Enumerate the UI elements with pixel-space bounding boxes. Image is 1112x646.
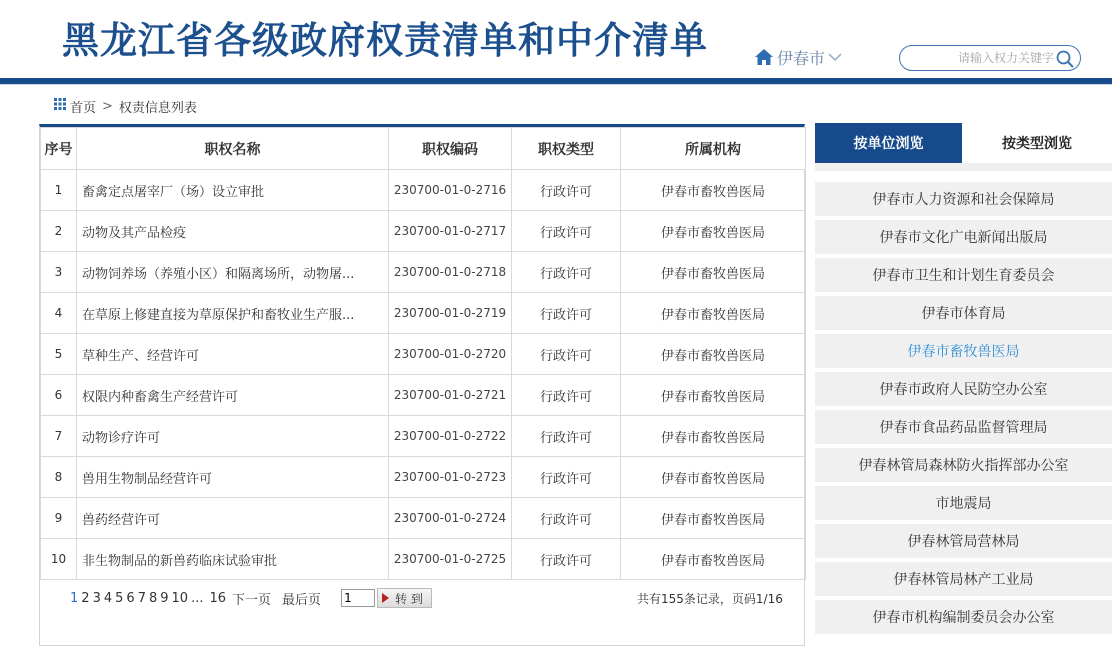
- power-type: 行政许可: [512, 293, 621, 334]
- play-arrow-icon: [382, 593, 389, 603]
- table-row[interactable]: [41, 416, 806, 457]
- search-input[interactable]: [914, 49, 1054, 67]
- header-divider-thin: [0, 84, 1112, 85]
- power-org: 伊春市畜牧兽医局: [621, 375, 806, 416]
- breadcrumb-home-link[interactable]: 首页: [70, 100, 97, 116]
- row-index: 2: [41, 211, 77, 252]
- power-code: 230700-01-0-2722: [389, 416, 512, 457]
- power-org: 伊春市畜牧兽医局: [621, 211, 806, 252]
- search-box: [899, 45, 1081, 71]
- power-org: 伊春市畜牧兽医局: [621, 252, 806, 293]
- unit-list-item[interactable]: 伊春市人力资源和社会保障局: [815, 182, 1112, 216]
- table-row[interactable]: [41, 457, 806, 498]
- table-row[interactable]: [41, 211, 806, 252]
- home-icon: [754, 48, 774, 66]
- power-org: 伊春市畜牧兽医局: [621, 334, 806, 375]
- power-type: 行政许可: [512, 539, 621, 580]
- unit-list-item[interactable]: 伊春市文化广电新闻出版局: [815, 220, 1112, 254]
- unit-list-item[interactable]: 伊春市食品药品监督管理局: [815, 410, 1112, 444]
- power-code: 230700-01-0-2723: [389, 457, 512, 498]
- power-type: 行政许可: [512, 170, 621, 211]
- row-index: 6: [41, 375, 77, 416]
- power-type: 行政许可: [512, 334, 621, 375]
- unit-list-item[interactable]: 伊春市卫生和计划生育委员会: [815, 258, 1112, 292]
- unit-list-item-partial[interactable]: [815, 163, 1112, 171]
- power-type: 行政许可: [512, 252, 621, 293]
- power-name[interactable]: 动物饲养场（养殖小区）和隔离场所，动物屠...: [77, 252, 389, 293]
- pagination-page-3[interactable]: 3: [92, 590, 101, 606]
- goto-page-button[interactable]: [377, 588, 432, 608]
- column-header-name: 职权名称: [77, 128, 389, 170]
- pagination-page-9[interactable]: 9: [160, 590, 169, 606]
- pagination-page-6[interactable]: 6: [126, 590, 135, 606]
- page-number-input[interactable]: [341, 589, 375, 607]
- table-row[interactable]: [41, 293, 806, 334]
- pagination-ellipsis: ...: [191, 590, 204, 606]
- power-type: 行政许可: [512, 375, 621, 416]
- row-index: 1: [41, 170, 77, 211]
- power-org: 伊春市畜牧兽医局: [621, 416, 806, 457]
- power-type: 行政许可: [512, 211, 621, 252]
- column-header-code: 职权编码: [389, 128, 512, 170]
- site-header: [0, 0, 1112, 78]
- pagination-page-4[interactable]: 4: [103, 590, 113, 606]
- unit-list: [815, 163, 1112, 646]
- power-code: 230700-01-0-2721: [389, 375, 512, 416]
- breadcrumb: [54, 97, 197, 115]
- row-index: 3: [41, 252, 77, 293]
- unit-list-item[interactable]: 伊春市政府人民防空办公室: [815, 372, 1112, 406]
- power-code: 230700-01-0-2718: [389, 252, 512, 293]
- column-header-type: 职权类型: [512, 128, 621, 170]
- table-header-row: [41, 128, 806, 170]
- table-row[interactable]: [41, 170, 806, 211]
- unit-list-item[interactable]: 伊春市畜牧兽医局: [815, 334, 1112, 368]
- unit-list-item[interactable]: 伊春市机构编制委员会办公室: [815, 600, 1112, 634]
- city-name: 伊春市: [777, 48, 826, 68]
- grid-icon: [54, 98, 66, 114]
- chevron-right-icon: >: [102, 98, 113, 114]
- city-switcher[interactable]: [754, 44, 842, 70]
- power-name[interactable]: 兽用生物制品经营许可: [77, 457, 389, 498]
- row-index: 7: [41, 416, 77, 457]
- site-title: 黑龙江省各级政府权责清单和中介清单: [62, 18, 708, 62]
- unit-list-item[interactable]: 市地震局: [815, 486, 1112, 520]
- power-org: 伊春市畜牧兽医局: [621, 293, 806, 334]
- power-type: 行政许可: [512, 416, 621, 457]
- power-name[interactable]: 草种生产、经营许可: [77, 334, 389, 375]
- power-name[interactable]: 动物诊疗许可: [77, 416, 389, 457]
- pagination-page-10[interactable]: 10: [171, 590, 189, 606]
- table-row[interactable]: [41, 539, 806, 580]
- power-code: 230700-01-0-2724: [389, 498, 512, 539]
- power-code: 230700-01-0-2720: [389, 334, 512, 375]
- table-row[interactable]: [41, 375, 806, 416]
- pagination-page-2[interactable]: 2: [81, 590, 90, 606]
- power-code: 230700-01-0-2717: [389, 211, 512, 252]
- column-header-org: 所属机构: [621, 128, 806, 170]
- row-index: 9: [41, 498, 77, 539]
- power-code: 230700-01-0-2725: [389, 539, 512, 580]
- unit-list-item[interactable]: 伊春市体育局: [815, 296, 1112, 330]
- power-org: 伊春市畜牧兽医局: [621, 539, 806, 580]
- power-name[interactable]: 动物及其产品检疫: [77, 211, 389, 252]
- breadcrumb-current: 权责信息列表: [118, 100, 197, 116]
- power-org: 伊春市畜牧兽医局: [621, 498, 806, 539]
- last-page-link[interactable]: 最后页: [282, 592, 322, 608]
- tab-browse-by-type[interactable]: 按类型浏览: [962, 123, 1112, 163]
- row-index: 4: [41, 293, 77, 334]
- power-code: 230700-01-0-2719: [389, 293, 512, 334]
- row-index: 10: [41, 539, 77, 580]
- power-name[interactable]: 畜禽定点屠宰厂（场）设立审批: [77, 170, 389, 211]
- column-header-index: 序号: [41, 128, 77, 170]
- tab-browse-by-unit[interactable]: 按单位浏览: [815, 123, 962, 163]
- pagination: [70, 587, 432, 609]
- unit-list-item[interactable]: 伊春林管局营林局: [815, 524, 1112, 558]
- power-name[interactable]: 兽药经营许可: [77, 498, 389, 539]
- search-icon[interactable]: [1055, 49, 1075, 73]
- pagination-page-1[interactable]: 1: [70, 590, 79, 606]
- row-index: 5: [41, 334, 77, 375]
- table-row[interactable]: [41, 334, 806, 375]
- chevron-down-icon: [828, 52, 842, 62]
- browse-tabs: [815, 123, 1112, 163]
- pagination-page-7[interactable]: 7: [137, 590, 146, 606]
- power-type: 行政许可: [512, 498, 621, 539]
- pagination-last-page-number[interactable]: 16: [209, 590, 227, 606]
- pagination-page-8[interactable]: 8: [148, 590, 158, 606]
- record-count-info: 共有155条记录，页码1/16: [637, 592, 783, 606]
- unit-list-item[interactable]: 伊春林管局林产工业局: [815, 562, 1112, 596]
- table-row[interactable]: [41, 252, 806, 293]
- unit-list-item[interactable]: 伊春林管局森林防火指挥部办公室: [815, 448, 1112, 482]
- next-page-link[interactable]: 下一页: [232, 592, 272, 608]
- goto-page-label: 转 到: [395, 591, 423, 606]
- power-list-panel: [39, 124, 805, 646]
- power-name[interactable]: 权限内种畜禽生产经营许可: [77, 375, 389, 416]
- table-row[interactable]: [41, 498, 806, 539]
- power-name[interactable]: 在草原上修建直接为草原保护和畜牧业生产服...: [77, 293, 389, 334]
- power-list-table: [40, 127, 806, 580]
- power-org: 伊春市畜牧兽医局: [621, 170, 806, 211]
- row-index: 8: [41, 457, 77, 498]
- pagination-page-5[interactable]: 5: [115, 590, 124, 606]
- power-name[interactable]: 非生物制品的新兽药临床试验审批: [77, 539, 389, 580]
- power-code: 230700-01-0-2716: [389, 170, 512, 211]
- power-type: 行政许可: [512, 457, 621, 498]
- power-org: 伊春市畜牧兽医局: [621, 457, 806, 498]
